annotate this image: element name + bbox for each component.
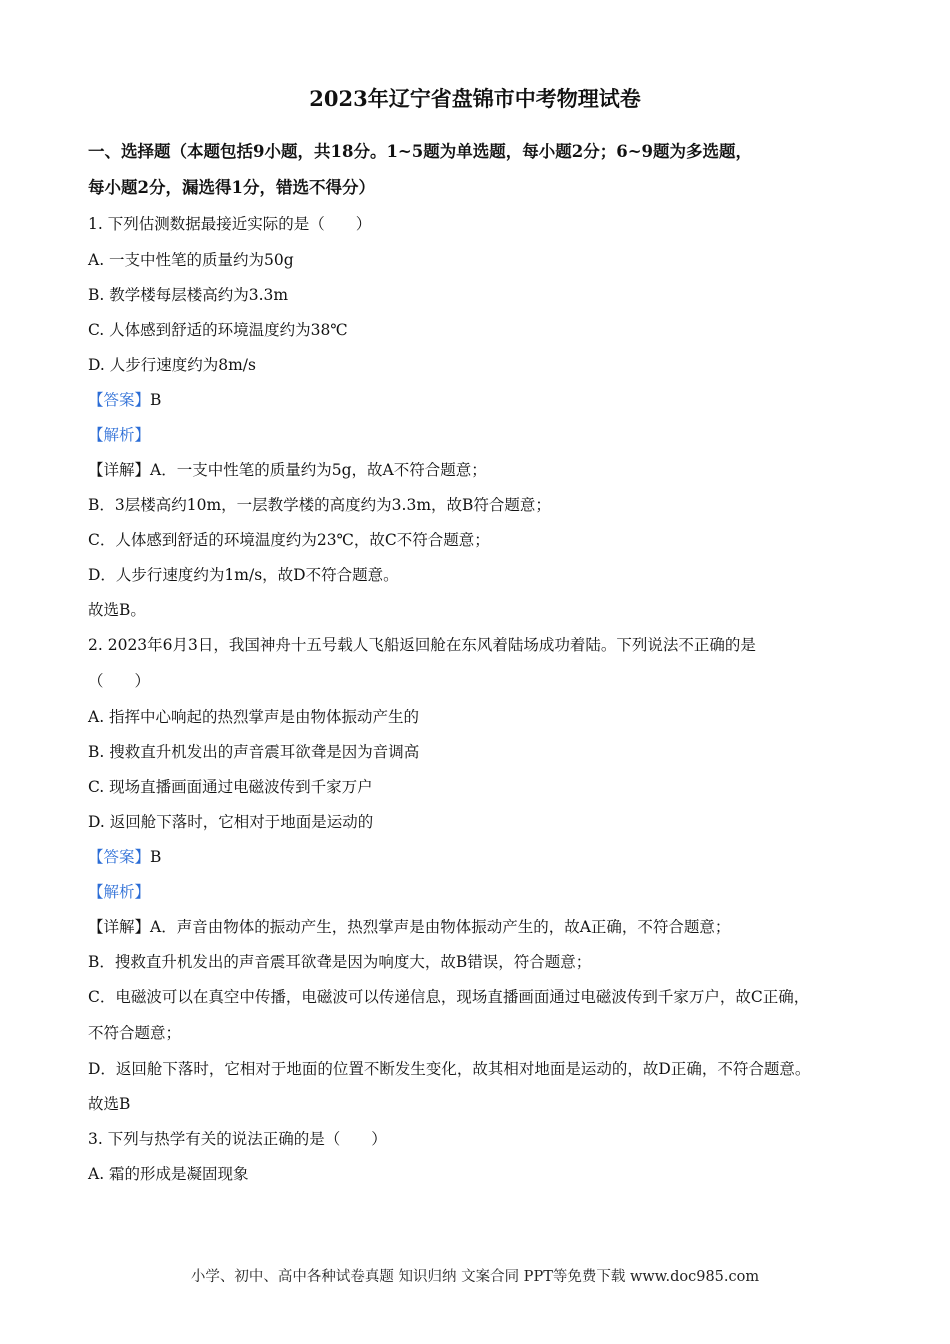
q2-option-c: C. 现场直播画面通过电磁波传到千家万户 [88,778,373,796]
q1-detail-d: D．人步行速度约为1m/s，故D不符合题意。 [88,566,399,584]
detail-tag: 【详解】 [88,461,151,479]
page-footer: 小学、初中、高中各种试卷真题 知识归纳 文案合同 PPT等免费下载 www.doc985.com [190,1269,760,1285]
q2-answer [88,846,888,868]
q2-detail-d: D．返回舱下落时，它相对于地面的位置不断发生变化，故其相对地面是运动的，故D正确，不符合题意。 [88,1060,811,1078]
q2-conclusion: 故选B [88,1095,131,1113]
answer-value: B [150,848,162,866]
q3-option-a: A. 霜的形成是凝固现象 [88,1165,249,1183]
q1-detail-a [88,459,888,481]
q1-option-b: B. 教学楼每层楼高约为3.3m [88,286,289,304]
q2-stem-line1: 2. 2023年6月3日，我国神舟十五号载人飞船返回舱在东风着陆场成功着陆。下列说法不正确的是 [88,636,756,654]
document-title: 2023年辽宁省盘锦市中考物理试卷 [309,86,641,111]
analysis-tag: 【解析】 [88,883,151,901]
detail-text: A．一支中性笔的质量约为5g，故A不符合题意； [150,461,487,479]
detail-tag: 【详解】 [88,918,151,936]
q1-detail-b: B．3层楼高约10m，一层教学楼的高度约为3.3m，故B符合题意； [88,496,551,514]
q2-stem-line2: （ ） [88,672,151,690]
q1-option-d: D. 人步行速度约为8m/s [88,356,256,374]
q1-conclusion: 故选B。 [88,601,146,619]
detail-text: A．声音由物体的振动产生，热烈掌声是由物体振动产生的，故A正确，不符合题意； [150,918,731,936]
q3-stem: 3. 下列与热学有关的说法正确的是（ ） [88,1130,387,1148]
section-heading-line2: 每小题2分，漏选得1分，错选不得分） [88,178,375,197]
q1-option-c: C. 人体感到舒适的环境温度约为38℃ [88,321,348,339]
answer-tag: 【答案】 [88,391,151,409]
q1-answer [88,389,888,411]
q2-option-d: D. 返回舱下落时，它相对于地面是运动的 [88,813,374,831]
q2-detail-a [88,916,888,938]
answer-tag: 【答案】 [88,848,151,866]
q2-detail-b: B．搜救直升机发出的声音震耳欲聋是因为响度大，故B错误，符合题意； [88,953,592,971]
q2-detail-c-line1: C．电磁波可以在真空中传播，电磁波可以传递信息，现场直播画面通过电磁波传到千家万户，故C正确， [88,988,810,1006]
q1-detail-c: C．人体感到舒适的环境温度约为23℃，故C不符合题意； [88,531,490,549]
section-heading-line1: 一、选择题（本题包括9小题，共18分。1~5题为单选题，每小题2分；6~9题为多选题， [88,142,752,161]
q1-stem: 1. 下列估测数据最接近实际的是（ ） [88,215,372,233]
q1-analysis [88,424,888,446]
q2-option-a: A. 指挥中心响起的热烈掌声是由物体振动产生的 [88,708,420,726]
answer-value: B [150,391,162,409]
q2-detail-c-line2: 不符合题意； [88,1024,182,1042]
q2-option-b: B. 搜救直升机发出的声音震耳欲聋是因为音调高 [88,743,420,761]
q2-analysis [88,881,888,903]
q1-option-a: A. 一支中性笔的质量约为50g [88,251,294,269]
analysis-tag: 【解析】 [88,426,151,444]
